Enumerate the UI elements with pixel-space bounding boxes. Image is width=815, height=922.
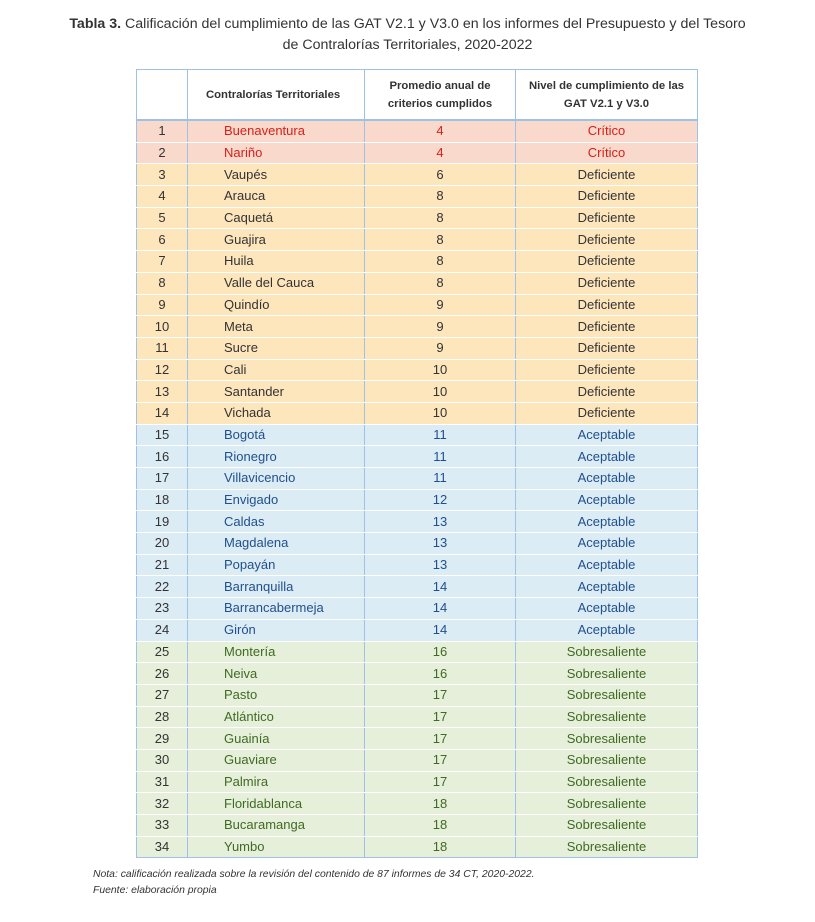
row-number: 17 [137,468,188,490]
row-contraloria: Valle del Cauca [188,272,365,294]
row-number: 5 [137,207,188,229]
row-nivel: Sobresaliente [516,706,698,728]
table-row [137,381,698,403]
row-nivel: Deficiente [516,251,698,273]
row-nivel: Aceptable [516,533,698,555]
row-contraloria: Quindío [188,294,365,316]
row-number: 29 [137,728,188,750]
row-nivel: Sobresaliente [516,771,698,793]
table-row [137,598,698,620]
row-number: 16 [137,446,188,468]
row-promedio: 6 [365,164,516,186]
row-promedio: 11 [365,468,516,490]
row-number: 15 [137,424,188,446]
row-contraloria: Santander [188,381,365,403]
row-number: 4 [137,186,188,208]
row-nivel: Deficiente [516,164,698,186]
row-nivel: Sobresaliente [516,728,698,750]
table-row [137,749,698,771]
row-contraloria: Arauca [188,186,365,208]
header-number [137,70,188,121]
row-nivel: Aceptable [516,598,698,620]
row-contraloria: Meta [188,316,365,338]
row-number: 7 [137,251,188,273]
row-nivel: Sobresaliente [516,836,698,858]
table-row [137,229,698,251]
row-number: 20 [137,533,188,555]
row-promedio: 9 [365,294,516,316]
table-row [137,771,698,793]
row-promedio: 8 [365,272,516,294]
footnote-note: Nota: calificación realizada sobre la revisión del contenido de 87 informes de 34 CT, 2020-2022. [93,869,535,880]
table-row [137,815,698,837]
row-contraloria: Montería [188,641,365,663]
row-number: 27 [137,684,188,706]
row-promedio: 13 [365,533,516,555]
row-nivel: Crítico [516,120,698,142]
row-contraloria: Nariño [188,142,365,164]
row-nivel: Deficiente [516,402,698,424]
caption-label: Tabla 3. [69,16,122,32]
table-row [137,554,698,576]
row-number: 32 [137,793,188,815]
row-number: 24 [137,619,188,641]
table-row [137,142,698,164]
row-number: 10 [137,316,188,338]
table-row [137,446,698,468]
row-nivel: Sobresaliente [516,663,698,685]
table-row [137,316,698,338]
compliance-table [136,69,698,858]
table-footnote [93,867,535,899]
row-contraloria: Caquetá [188,207,365,229]
row-nivel: Deficiente [516,337,698,359]
row-number: 14 [137,402,188,424]
row-number: 25 [137,641,188,663]
row-nivel: Deficiente [516,207,698,229]
row-promedio: 12 [365,489,516,511]
table-row [137,251,698,273]
table-row [137,511,698,533]
row-number: 26 [137,663,188,685]
table-row [137,402,698,424]
row-contraloria: Vichada [188,402,365,424]
row-nivel: Deficiente [516,294,698,316]
row-nivel: Aceptable [516,489,698,511]
row-nivel: Sobresaliente [516,684,698,706]
row-number: 3 [137,164,188,186]
row-number: 31 [137,771,188,793]
table-row [137,684,698,706]
table-row [137,728,698,750]
row-promedio: 13 [365,554,516,576]
row-number: 6 [137,229,188,251]
row-contraloria: Bucaramanga [188,815,365,837]
table-row [137,663,698,685]
row-nivel: Deficiente [516,229,698,251]
header-promedio: Promedio anual de criterios cumplidos [365,70,516,121]
caption-text: Calificación del cumplimiento de las GAT V2.1 y V3.0 en los informes del Presupuesto y del Tesoro de Contralorías Territoriales, 2020-2022 [125,16,746,53]
row-contraloria: Pasto [188,684,365,706]
row-promedio: 4 [365,142,516,164]
row-nivel: Deficiente [516,272,698,294]
row-nivel: Crítico [516,142,698,164]
row-promedio: 18 [365,793,516,815]
row-number: 8 [137,272,188,294]
row-contraloria: Yumbo [188,836,365,858]
row-contraloria: Sucre [188,337,365,359]
row-number: 21 [137,554,188,576]
row-promedio: 9 [365,316,516,338]
row-promedio: 14 [365,598,516,620]
row-nivel: Aceptable [516,619,698,641]
row-contraloria: Guaviare [188,749,365,771]
row-number: 33 [137,815,188,837]
row-contraloria: Guainía [188,728,365,750]
table-row [137,272,698,294]
header-contralorias: Contralorías Territoriales [188,70,365,121]
row-contraloria: Cali [188,359,365,381]
row-nivel: Deficiente [516,316,698,338]
row-nivel: Deficiente [516,359,698,381]
row-promedio: 18 [365,815,516,837]
row-nivel: Aceptable [516,511,698,533]
row-contraloria: Atlántico [188,706,365,728]
row-contraloria: Popayán [188,554,365,576]
row-nivel: Aceptable [516,446,698,468]
table-row [137,337,698,359]
row-promedio: 8 [365,251,516,273]
row-contraloria: Rionegro [188,446,365,468]
row-contraloria: Bogotá [188,424,365,446]
row-promedio: 17 [365,771,516,793]
row-nivel: Sobresaliente [516,749,698,771]
row-promedio: 9 [365,337,516,359]
row-promedio: 11 [365,446,516,468]
table-row [137,489,698,511]
table-body [137,120,698,858]
table-row [137,424,698,446]
row-contraloria: Guajira [188,229,365,251]
table-row [137,576,698,598]
row-promedio: 13 [365,511,516,533]
row-contraloria: Vaupés [188,164,365,186]
table-row [137,207,698,229]
row-promedio: 10 [365,402,516,424]
row-promedio: 16 [365,663,516,685]
table-row [137,120,698,142]
row-nivel: Aceptable [516,576,698,598]
table-row [137,641,698,663]
row-promedio: 17 [365,728,516,750]
row-nivel: Aceptable [516,468,698,490]
row-contraloria: Barrancabermeja [188,598,365,620]
row-promedio: 8 [365,207,516,229]
row-contraloria: Palmira [188,771,365,793]
row-contraloria: Envigado [188,489,365,511]
row-promedio: 14 [365,576,516,598]
row-contraloria: Villavicencio [188,468,365,490]
row-nivel: Aceptable [516,424,698,446]
row-promedio: 10 [365,381,516,403]
row-number: 28 [137,706,188,728]
table-caption [60,14,755,56]
row-contraloria: Caldas [188,511,365,533]
row-promedio: 8 [365,229,516,251]
row-number: 23 [137,598,188,620]
row-number: 13 [137,381,188,403]
row-promedio: 18 [365,836,516,858]
row-contraloria: Huila [188,251,365,273]
row-promedio: 8 [365,186,516,208]
row-contraloria: Neiva [188,663,365,685]
row-number: 18 [137,489,188,511]
row-promedio: 4 [365,120,516,142]
row-number: 19 [137,511,188,533]
row-promedio: 17 [365,706,516,728]
row-nivel: Aceptable [516,554,698,576]
table-row [137,294,698,316]
footnote-source: Fuente: elaboración propia [93,885,217,896]
table-row [137,186,698,208]
row-promedio: 17 [365,684,516,706]
table-row [137,706,698,728]
row-nivel: Sobresaliente [516,641,698,663]
row-contraloria: Magdalena [188,533,365,555]
row-contraloria: Buenaventura [188,120,365,142]
row-promedio: 17 [365,749,516,771]
row-number: 34 [137,836,188,858]
table-row [137,359,698,381]
row-promedio: 11 [365,424,516,446]
row-contraloria: Floridablanca [188,793,365,815]
row-contraloria: Barranquilla [188,576,365,598]
row-number: 9 [137,294,188,316]
table-header-row [137,70,698,121]
row-promedio: 14 [365,619,516,641]
table-row [137,468,698,490]
header-nivel: Nivel de cumplimiento de las GAT V2.1 y V3.0 [516,70,698,121]
row-number: 22 [137,576,188,598]
row-number: 1 [137,120,188,142]
row-nivel: Deficiente [516,381,698,403]
row-nivel: Sobresaliente [516,815,698,837]
row-nivel: Deficiente [516,186,698,208]
row-promedio: 16 [365,641,516,663]
row-number: 2 [137,142,188,164]
row-number: 12 [137,359,188,381]
table-row [137,533,698,555]
row-promedio: 10 [365,359,516,381]
table-row [137,619,698,641]
table-row [137,793,698,815]
row-contraloria: Girón [188,619,365,641]
row-nivel: Sobresaliente [516,793,698,815]
row-number: 11 [137,337,188,359]
row-number: 30 [137,749,188,771]
table-row [137,836,698,858]
table-row [137,164,698,186]
